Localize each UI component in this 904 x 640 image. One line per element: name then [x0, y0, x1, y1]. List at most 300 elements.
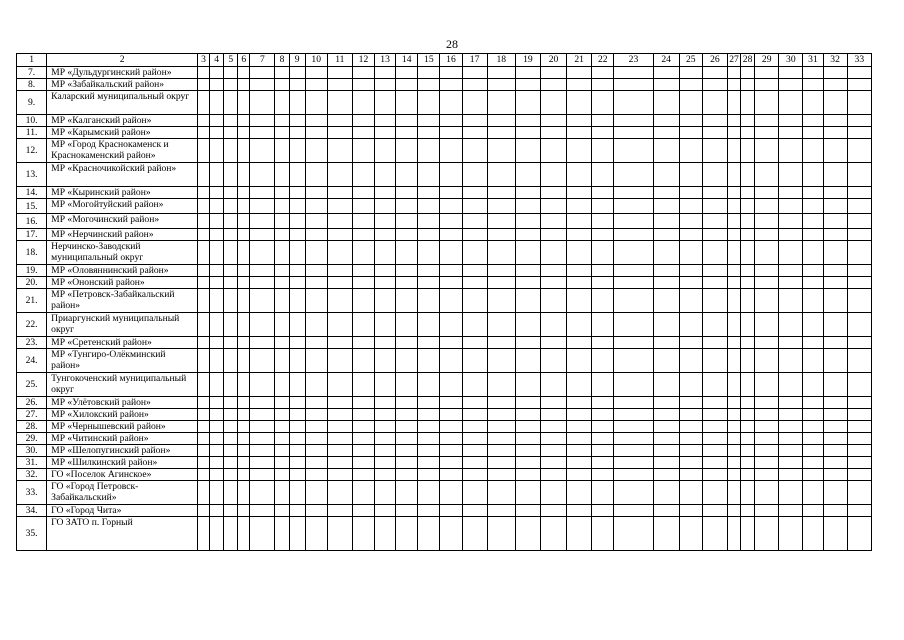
empty-cell	[847, 349, 871, 373]
empty-cell	[779, 373, 803, 397]
empty-cell	[224, 421, 238, 433]
empty-cell	[305, 349, 327, 373]
empty-cell	[803, 127, 823, 139]
empty-cell	[238, 397, 250, 409]
empty-cell	[679, 79, 702, 91]
empty-cell	[198, 421, 210, 433]
empty-cell	[515, 163, 540, 187]
municipality-name: Каларский муниципальный округ	[47, 91, 198, 115]
empty-cell	[803, 139, 823, 163]
empty-cell	[803, 199, 823, 214]
empty-cell	[250, 139, 275, 163]
empty-cell	[755, 517, 779, 551]
table-row	[17, 289, 872, 313]
row-number: 32.	[17, 469, 47, 481]
empty-cell	[823, 163, 847, 187]
empty-cell	[779, 79, 803, 91]
empty-cell	[224, 517, 238, 551]
column-header: 18	[487, 54, 515, 67]
empty-cell	[275, 187, 289, 199]
empty-cell	[275, 241, 289, 265]
empty-cell	[823, 433, 847, 445]
column-header: 1	[17, 54, 47, 67]
empty-cell	[198, 469, 210, 481]
empty-cell	[289, 163, 305, 187]
empty-cell	[198, 409, 210, 421]
municipality-name: МР «Нерчинский район»	[47, 229, 198, 241]
empty-cell	[727, 421, 740, 433]
empty-cell	[289, 397, 305, 409]
empty-cell	[515, 445, 540, 457]
empty-cell	[418, 115, 440, 127]
empty-cell	[289, 187, 305, 199]
empty-cell	[440, 337, 462, 349]
empty-cell	[515, 265, 540, 277]
empty-cell	[592, 517, 614, 551]
table-row	[17, 163, 872, 187]
empty-cell	[198, 445, 210, 457]
empty-cell	[727, 457, 740, 469]
empty-cell	[198, 67, 210, 79]
empty-cell	[614, 79, 653, 91]
empty-cell	[305, 421, 327, 433]
empty-cell	[487, 433, 515, 445]
empty-cell	[418, 277, 440, 289]
empty-cell	[462, 409, 487, 421]
empty-cell	[679, 397, 702, 409]
empty-cell	[327, 187, 352, 199]
empty-cell	[396, 349, 418, 373]
empty-cell	[327, 79, 352, 91]
empty-cell	[847, 313, 871, 337]
empty-cell	[275, 115, 289, 127]
empty-cell	[567, 457, 592, 469]
empty-cell	[198, 265, 210, 277]
empty-cell	[823, 517, 847, 551]
empty-cell	[418, 79, 440, 91]
empty-cell	[210, 91, 224, 115]
empty-cell	[418, 373, 440, 397]
column-header: 2	[47, 54, 198, 67]
empty-cell	[515, 433, 540, 445]
column-header: 22	[592, 54, 614, 67]
empty-cell	[396, 397, 418, 409]
empty-cell	[592, 214, 614, 229]
empty-cell	[567, 397, 592, 409]
municipality-name: МР «Город Краснокаменск и Краснокаменский район»	[47, 139, 198, 163]
empty-cell	[375, 517, 396, 551]
empty-cell	[515, 127, 540, 139]
empty-cell	[440, 289, 462, 313]
empty-cell	[702, 433, 727, 445]
empty-cell	[462, 481, 487, 505]
empty-cell	[305, 457, 327, 469]
empty-cell	[487, 241, 515, 265]
municipality-name: МР «Сретенский район»	[47, 337, 198, 349]
empty-cell	[418, 517, 440, 551]
empty-cell	[396, 289, 418, 313]
empty-cell	[352, 337, 374, 349]
empty-cell	[275, 277, 289, 289]
empty-cell	[198, 139, 210, 163]
empty-cell	[305, 505, 327, 517]
empty-cell	[375, 277, 396, 289]
empty-cell	[540, 127, 566, 139]
column-header: 12	[352, 54, 374, 67]
empty-cell	[515, 91, 540, 115]
empty-cell	[440, 313, 462, 337]
empty-cell	[224, 397, 238, 409]
empty-cell	[592, 421, 614, 433]
empty-cell	[847, 373, 871, 397]
empty-cell	[679, 409, 702, 421]
empty-cell	[727, 127, 740, 139]
table-row	[17, 313, 872, 337]
municipality-name: ГО «Город Петровск-Забайкальский»	[47, 481, 198, 505]
empty-cell	[462, 265, 487, 277]
empty-cell	[327, 409, 352, 421]
empty-cell	[396, 199, 418, 214]
empty-cell	[289, 373, 305, 397]
empty-cell	[727, 139, 740, 163]
empty-cell	[614, 517, 653, 551]
empty-cell	[823, 469, 847, 481]
empty-cell	[779, 139, 803, 163]
table-row	[17, 127, 872, 139]
empty-cell	[198, 289, 210, 313]
empty-cell	[540, 67, 566, 79]
empty-cell	[305, 214, 327, 229]
empty-cell	[238, 163, 250, 187]
empty-cell	[823, 409, 847, 421]
empty-cell	[741, 313, 755, 337]
empty-cell	[210, 199, 224, 214]
empty-cell	[567, 469, 592, 481]
empty-cell	[327, 313, 352, 337]
empty-cell	[515, 481, 540, 505]
empty-cell	[540, 163, 566, 187]
empty-cell	[653, 91, 679, 115]
empty-cell	[224, 67, 238, 79]
empty-cell	[327, 433, 352, 445]
empty-cell	[250, 457, 275, 469]
empty-cell	[614, 469, 653, 481]
empty-cell	[823, 445, 847, 457]
empty-cell	[653, 163, 679, 187]
empty-cell	[592, 313, 614, 337]
empty-cell	[847, 139, 871, 163]
empty-cell	[653, 457, 679, 469]
empty-cell	[250, 481, 275, 505]
empty-cell	[289, 445, 305, 457]
empty-cell	[440, 229, 462, 241]
column-header: 16	[440, 54, 462, 67]
empty-cell	[275, 214, 289, 229]
empty-cell	[440, 79, 462, 91]
empty-cell	[755, 115, 779, 127]
empty-cell	[540, 265, 566, 277]
row-number: 21.	[17, 289, 47, 313]
empty-cell	[702, 457, 727, 469]
empty-cell	[823, 265, 847, 277]
municipality-name: ГО «Город Чита»	[47, 505, 198, 517]
empty-cell	[352, 79, 374, 91]
empty-cell	[238, 409, 250, 421]
empty-cell	[462, 373, 487, 397]
empty-cell	[515, 241, 540, 265]
empty-cell	[653, 517, 679, 551]
empty-cell	[396, 79, 418, 91]
empty-cell	[803, 115, 823, 127]
empty-cell	[592, 409, 614, 421]
empty-cell	[702, 313, 727, 337]
table-row	[17, 469, 872, 481]
empty-cell	[275, 409, 289, 421]
empty-cell	[289, 265, 305, 277]
empty-cell	[440, 469, 462, 481]
empty-cell	[327, 199, 352, 214]
empty-cell	[847, 433, 871, 445]
empty-cell	[327, 421, 352, 433]
empty-cell	[779, 199, 803, 214]
table-row	[17, 187, 872, 199]
empty-cell	[327, 457, 352, 469]
column-header: 21	[567, 54, 592, 67]
empty-cell	[702, 409, 727, 421]
empty-cell	[741, 127, 755, 139]
empty-cell	[755, 199, 779, 214]
empty-cell	[741, 115, 755, 127]
empty-cell	[275, 127, 289, 139]
empty-cell	[779, 265, 803, 277]
empty-cell	[540, 397, 566, 409]
row-number: 23.	[17, 337, 47, 349]
table-row	[17, 91, 872, 115]
empty-cell	[741, 517, 755, 551]
empty-cell	[418, 349, 440, 373]
empty-cell	[487, 469, 515, 481]
empty-cell	[440, 187, 462, 199]
empty-cell	[567, 349, 592, 373]
empty-cell	[847, 91, 871, 115]
empty-cell	[727, 349, 740, 373]
empty-cell	[327, 139, 352, 163]
empty-cell	[847, 187, 871, 199]
empty-cell	[238, 127, 250, 139]
empty-cell	[289, 517, 305, 551]
empty-cell	[275, 433, 289, 445]
empty-cell	[327, 265, 352, 277]
empty-cell	[515, 229, 540, 241]
empty-cell	[592, 433, 614, 445]
empty-cell	[275, 67, 289, 79]
empty-cell	[567, 337, 592, 349]
empty-cell	[727, 91, 740, 115]
empty-cell	[847, 505, 871, 517]
empty-cell	[727, 445, 740, 457]
empty-cell	[396, 139, 418, 163]
empty-cell	[823, 337, 847, 349]
empty-cell	[741, 187, 755, 199]
empty-cell	[741, 163, 755, 187]
empty-cell	[702, 241, 727, 265]
empty-cell	[741, 409, 755, 421]
empty-cell	[418, 163, 440, 187]
empty-cell	[727, 505, 740, 517]
empty-cell	[679, 445, 702, 457]
empty-cell	[224, 163, 238, 187]
empty-cell	[375, 373, 396, 397]
empty-cell	[418, 214, 440, 229]
empty-cell	[679, 517, 702, 551]
empty-cell	[679, 337, 702, 349]
empty-cell	[702, 79, 727, 91]
empty-cell	[803, 265, 823, 277]
empty-cell	[803, 277, 823, 289]
row-number: 10.	[17, 115, 47, 127]
empty-cell	[847, 397, 871, 409]
empty-cell	[327, 127, 352, 139]
column-header: 14	[396, 54, 418, 67]
empty-cell	[803, 457, 823, 469]
empty-cell	[592, 127, 614, 139]
empty-cell	[462, 289, 487, 313]
empty-cell	[305, 373, 327, 397]
empty-cell	[614, 433, 653, 445]
empty-cell	[755, 67, 779, 79]
empty-cell	[352, 199, 374, 214]
empty-cell	[679, 457, 702, 469]
empty-cell	[847, 469, 871, 481]
empty-cell	[803, 241, 823, 265]
empty-cell	[487, 187, 515, 199]
empty-cell	[198, 163, 210, 187]
empty-cell	[210, 67, 224, 79]
empty-cell	[462, 187, 487, 199]
column-header: 4	[210, 54, 224, 67]
empty-cell	[567, 445, 592, 457]
empty-cell	[803, 229, 823, 241]
empty-cell	[727, 115, 740, 127]
empty-cell	[847, 127, 871, 139]
empty-cell	[679, 265, 702, 277]
table-row	[17, 67, 872, 79]
empty-cell	[210, 127, 224, 139]
empty-cell	[210, 445, 224, 457]
empty-cell	[224, 313, 238, 337]
empty-cell	[487, 199, 515, 214]
empty-cell	[289, 127, 305, 139]
empty-cell	[462, 469, 487, 481]
empty-cell	[396, 277, 418, 289]
table-row	[17, 421, 872, 433]
empty-cell	[198, 517, 210, 551]
empty-cell	[210, 433, 224, 445]
empty-cell	[462, 229, 487, 241]
empty-cell	[741, 67, 755, 79]
empty-cell	[540, 229, 566, 241]
empty-cell	[614, 277, 653, 289]
column-header: 23	[614, 54, 653, 67]
empty-cell	[375, 349, 396, 373]
empty-cell	[250, 289, 275, 313]
empty-cell	[375, 469, 396, 481]
empty-cell	[462, 313, 487, 337]
empty-cell	[238, 187, 250, 199]
row-number: 16.	[17, 214, 47, 229]
empty-cell	[418, 229, 440, 241]
empty-cell	[540, 433, 566, 445]
empty-cell	[305, 397, 327, 409]
empty-cell	[352, 469, 374, 481]
empty-cell	[779, 337, 803, 349]
empty-cell	[702, 349, 727, 373]
empty-cell	[803, 67, 823, 79]
empty-cell	[224, 199, 238, 214]
empty-cell	[653, 265, 679, 277]
empty-cell	[653, 289, 679, 313]
empty-cell	[679, 163, 702, 187]
empty-cell	[755, 421, 779, 433]
empty-cell	[803, 91, 823, 115]
empty-cell	[352, 445, 374, 457]
empty-cell	[540, 421, 566, 433]
empty-cell	[418, 313, 440, 337]
column-header: 25	[679, 54, 702, 67]
empty-cell	[250, 349, 275, 373]
column-header: 29	[755, 54, 779, 67]
empty-cell	[741, 373, 755, 397]
empty-cell	[847, 277, 871, 289]
empty-cell	[592, 229, 614, 241]
empty-cell	[755, 265, 779, 277]
empty-cell	[540, 373, 566, 397]
empty-cell	[727, 67, 740, 79]
empty-cell	[238, 505, 250, 517]
empty-cell	[210, 313, 224, 337]
empty-cell	[741, 337, 755, 349]
empty-cell	[487, 127, 515, 139]
empty-cell	[440, 241, 462, 265]
empty-cell	[847, 163, 871, 187]
empty-cell	[540, 517, 566, 551]
empty-cell	[352, 457, 374, 469]
table-row	[17, 445, 872, 457]
empty-cell	[305, 481, 327, 505]
empty-cell	[250, 373, 275, 397]
empty-cell	[275, 517, 289, 551]
table-body	[17, 67, 872, 551]
empty-cell	[210, 349, 224, 373]
empty-cell	[567, 313, 592, 337]
empty-cell	[305, 313, 327, 337]
empty-cell	[803, 517, 823, 551]
empty-cell	[515, 67, 540, 79]
empty-cell	[289, 241, 305, 265]
empty-cell	[823, 214, 847, 229]
empty-cell	[679, 505, 702, 517]
empty-cell	[224, 91, 238, 115]
empty-cell	[823, 289, 847, 313]
empty-cell	[418, 481, 440, 505]
empty-cell	[702, 187, 727, 199]
table-row	[17, 397, 872, 409]
empty-cell	[289, 481, 305, 505]
empty-cell	[515, 517, 540, 551]
row-number: 19.	[17, 265, 47, 277]
empty-cell	[352, 241, 374, 265]
empty-cell	[275, 373, 289, 397]
